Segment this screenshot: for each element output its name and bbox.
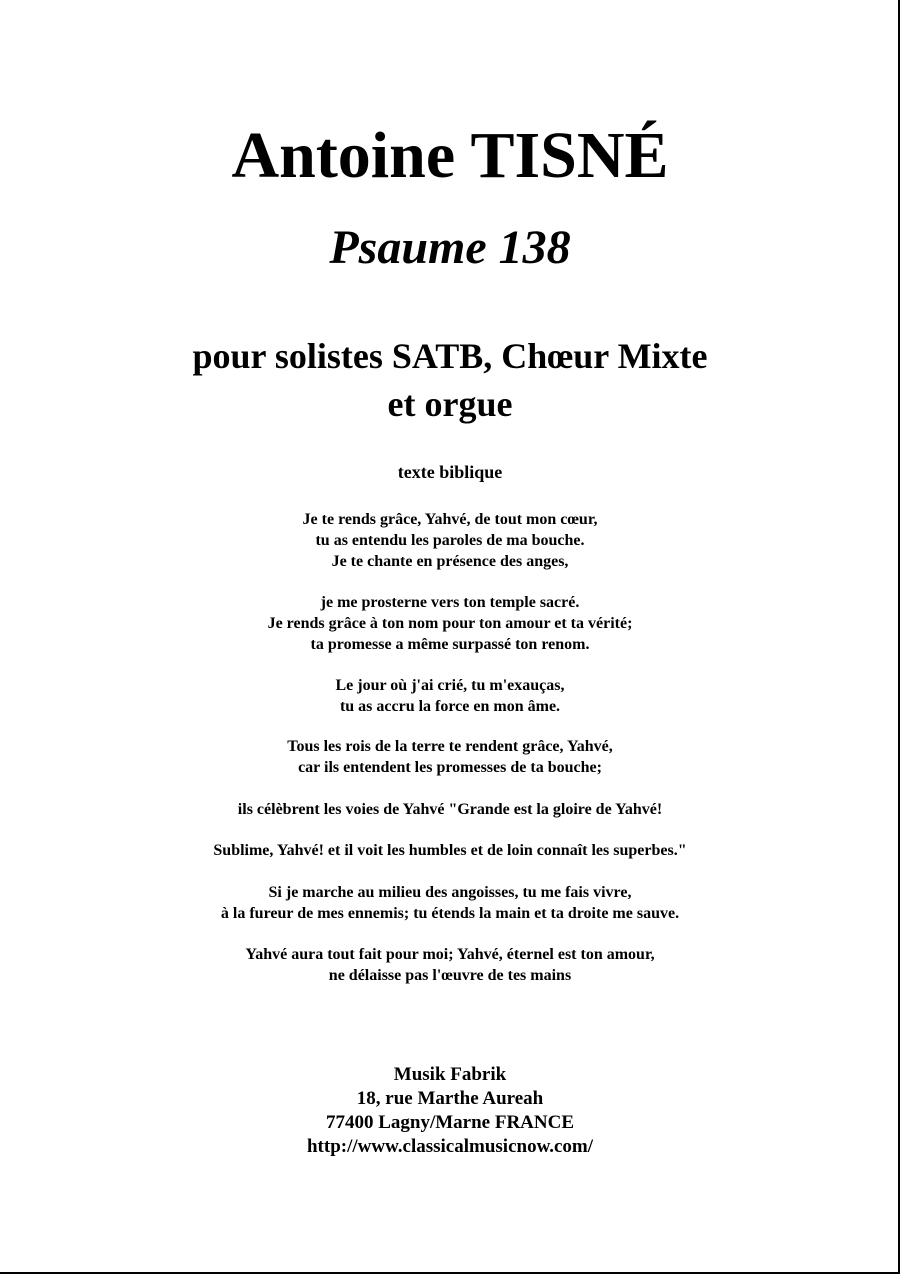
lyrics-stanza-2 <box>0 592 900 655</box>
publisher-name: Musik Fabrik <box>393 1064 507 1085</box>
lyric-line: car ils entendent les promesses de ta bouche; <box>298 759 602 776</box>
lyrics-stanza-1 <box>0 509 900 572</box>
lyric-line: Yahvé aura tout fait pour moi; Yahvé, éternel est ton amour, <box>245 946 655 963</box>
lyric-line: je me prosterne vers ton temple sacré. <box>320 594 580 611</box>
lyrics-stanza-7 <box>0 882 900 924</box>
instrumentation <box>0 332 900 428</box>
text-source: texte biblique <box>397 462 503 482</box>
publisher-block <box>0 1063 900 1159</box>
lyric-line: Tous les rois de la terre te rendent grâce, Yahvé, <box>287 738 613 755</box>
lyric-line: ne délaisse pas l'œuvre de tes mains <box>328 967 572 984</box>
lyric-line: ta promesse a même surpassé ton renom. <box>310 636 590 653</box>
lyrics-stanza-4 <box>0 736 900 778</box>
lyric-line: Si je marche au milieu des angoisses, tu me fais vivre, <box>268 884 632 901</box>
publisher-street: 18, rue Marthe Aureah <box>356 1088 544 1109</box>
lyric-line: tu as entendu les paroles de ma bouche. <box>315 532 585 549</box>
instrumentation-line: pour solistes SATB, Chœur Mixte <box>192 336 708 376</box>
lyric-line: Je te chante en présence des anges, <box>331 553 569 570</box>
lyric-line: tu as accru la force en mon âme. <box>339 698 561 715</box>
lyric-line: Le jour où j'ai crié, tu m'exauças, <box>335 677 565 694</box>
lyrics-stanza-6 <box>0 840 900 861</box>
publisher-city: 77400 Lagny/Marne FRANCE <box>325 1112 575 1133</box>
lyric-line: Je rends grâce à ton nom pour ton amour et ta vérité; <box>267 615 633 632</box>
publisher-url[interactable]: http://www.classicalmusicnow.com/ <box>306 1136 594 1157</box>
lyrics-stanza-3 <box>0 675 900 717</box>
lyric-line: Je te rends grâce, Yahvé, de tout mon cœur, <box>302 511 598 528</box>
work-title: Psaume 138 <box>329 221 571 274</box>
lyric-line: à la fureur de mes ennemis; tu étends la main et ta droite me sauve. <box>220 905 680 922</box>
lyric-line: Sublime, Yahvé! et il voit les humbles et de loin connaît les superbes." <box>213 842 687 859</box>
lyric-line: ils célèbrent les voies de Yahvé "Grande est la gloire de Yahvé! <box>237 801 663 818</box>
composer-name: Antoine TISNÉ <box>231 119 669 192</box>
instrumentation-line: et orgue <box>387 384 513 424</box>
lyrics-stanza-8 <box>0 944 900 986</box>
lyrics-stanza-5 <box>0 799 900 820</box>
